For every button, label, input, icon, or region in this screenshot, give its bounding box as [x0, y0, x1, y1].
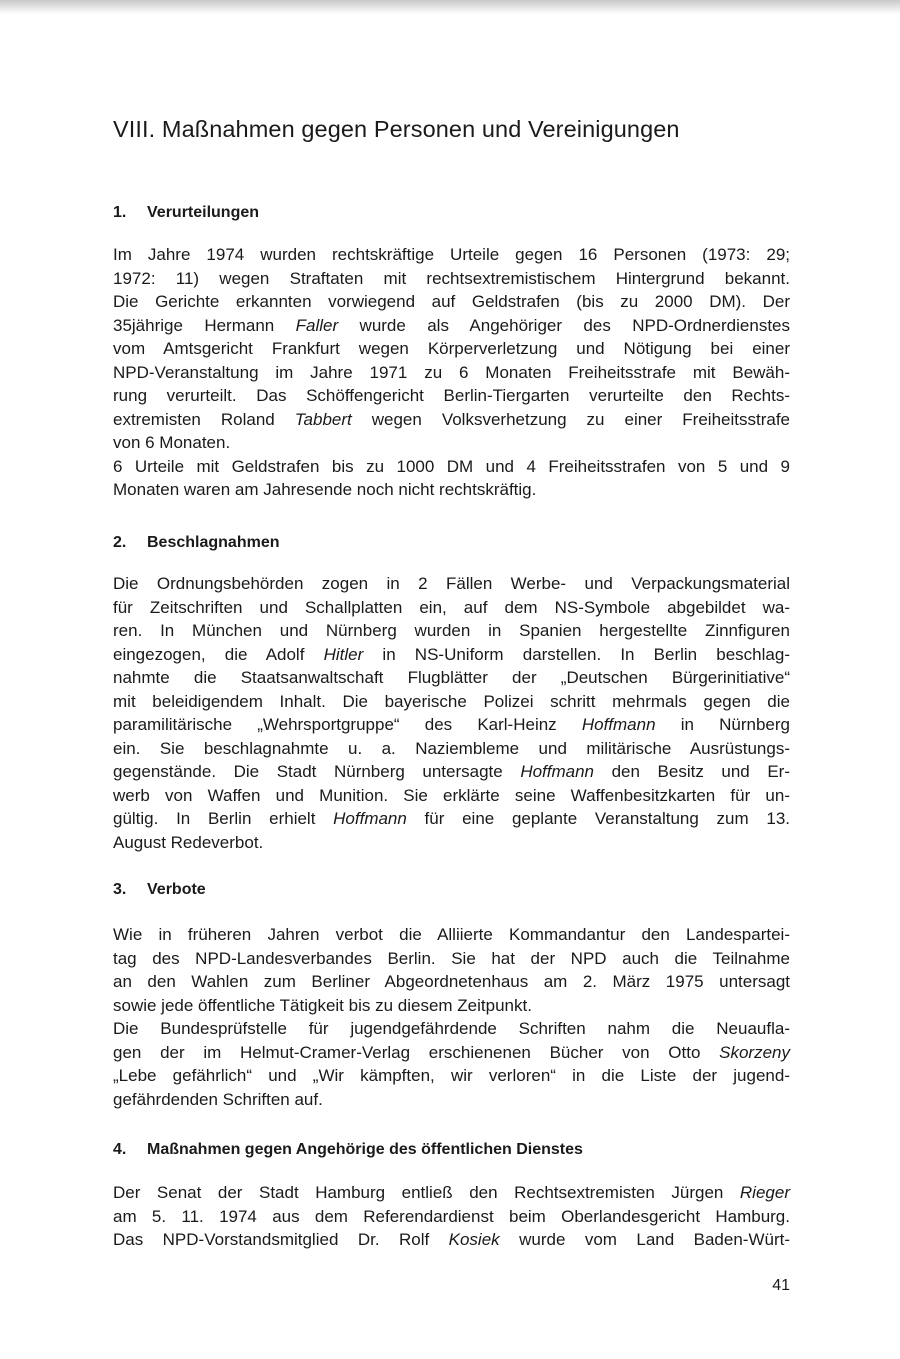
section-body-verurteilungen	[113, 243, 790, 502]
text-line: sowie jede öffentliche Tätigkeit bis zu diesem Zeitpunkt.	[113, 995, 532, 1015]
text-line: paramilitärische „Wehrsportgruppe“ des Karl-Heinz Hoffmann in Nürnberg	[113, 715, 790, 734]
section-title: Beschlagnahmen	[147, 534, 280, 551]
text-line: ren. In München und Nürnberg wurden in Spanien hergestellte Zinnfiguren	[113, 621, 790, 640]
section-body-beschlagnahmen	[113, 572, 790, 854]
text-line: rung verurteilt. Das Schöffengericht Berlin-Tiergarten verurteilte den Rechts-	[113, 386, 790, 405]
text-line: an den Wahlen zum Berliner Abgeordnetenhaus am 2. März 1975 untersagt	[113, 972, 790, 991]
text-line: Wie in früheren Jahren verbot die Alliierte Kommandantur den Landespartei-	[113, 925, 790, 944]
text-line: ein. Sie beschlagnahmte u. a. Naziembleme und militärische Ausrüstungs-	[113, 738, 790, 758]
text-line: von 6 Monaten.	[113, 433, 231, 452]
text-line: vom Amtsgericht Frankfurt wegen Körperverletzung und Nötigung bei einer	[113, 339, 790, 358]
text-line: Im Jahre 1974 wurden rechtskräftige Urteile gegen 16 Personen (1973: 29;	[113, 245, 790, 264]
section-heading-beschlagnahmen	[113, 534, 790, 552]
section-heading-verbote	[113, 881, 790, 899]
text-line: Der Senat der Stadt Hamburg entließ den Rechtsextremisten Jürgen Rieger	[113, 1183, 790, 1202]
section-body-oeffentlicher-dienst	[113, 1181, 790, 1252]
section-number: 3.	[113, 881, 127, 898]
text-line: August Redeverbot.	[113, 832, 264, 852]
text-line: 1972: 11) wegen Straftaten mit rechtsextremistischem Hintergrund bekannt.	[113, 268, 790, 288]
text-line: am 5. 11. 1974 aus dem Referendardienst beim Oberlandesgericht Hamburg.	[113, 1206, 790, 1226]
page-number: 41	[772, 1277, 790, 1294]
text-line: mit beleidigendem Inhalt. Die bayerische Polizei schritt mehrmals gegen die	[113, 691, 790, 711]
section-heading-verurteilungen	[113, 204, 790, 222]
text-line: 35jährige Hermann Faller wurde als Angehöriger des NPD-Ordnerdienstes	[113, 315, 790, 335]
text-line: für Zeitschriften und Schallplatten ein, auf dem NS-Symbole abgebildet wa-	[113, 597, 790, 617]
text-line: „Lebe gefährlich“ und „Wir kämpften, wir verloren“ in die Liste der jugend-	[113, 1066, 790, 1085]
section-number: 4.	[113, 1141, 127, 1158]
text-line: gefährdenden Schriften auf.	[113, 1089, 323, 1109]
text-line: extremisten Roland Tabbert wegen Volksverhetzung zu einer Freiheitsstrafe	[113, 409, 790, 429]
text-line: nahmte die Staatsanwaltschaft Flugblätter der „Deutschen Bürgerinitiative“	[113, 668, 790, 687]
text-line: Monaten waren am Jahresende noch nicht rechtskräftig.	[113, 480, 537, 499]
section-heading-oeffentlicher-dienst	[113, 1141, 790, 1159]
text-line: NPD-Veranstaltung im Jahre 1971 zu 6 Monaten Freiheitsstrafe mit Bewäh-	[113, 362, 790, 382]
section-title: Verurteilungen	[147, 204, 260, 221]
text-line: 6 Urteile mit Geldstrafen bis zu 1000 DM und 4 Freiheitsstrafen von 5 und 9	[113, 456, 790, 476]
section-title: Maßnahmen gegen Angehörige des öffentlichen Dienstes	[147, 1141, 583, 1158]
chapter-title: VIII. Maßnahmen gegen Personen und Vereinigungen	[113, 116, 680, 142]
page-top-shadow	[0, 0, 900, 14]
text-line: gegenstände. Die Stadt Nürnberg untersagte Hoffmann den Besitz und Er-	[113, 762, 790, 781]
section-title: Verbote	[147, 881, 206, 898]
text-line: gültig. In Berlin erhielt Hoffmann für eine geplante Veranstaltung zum 13.	[113, 809, 791, 828]
text-line: Die Gerichte erkannten vorwiegend auf Geldstrafen (bis zu 2000 DM). Der	[113, 292, 790, 311]
text-line: Die Ordnungsbehörden zogen in 2 Fällen Werbe- und Verpackungsmaterial	[113, 574, 790, 593]
text-line: Das NPD-Vorstandsmitglied Dr. Rolf Kosiek wurde vom Land Baden-Würt-	[113, 1230, 790, 1249]
section-number: 2.	[113, 534, 127, 551]
text-line: gen der im Helmut-Cramer-Verlag erschienenen Bücher von Otto Skorzeny	[113, 1042, 790, 1062]
text-line: Die Bundesprüfstelle für jugendgefährdende Schriften nahm die Neuaufla-	[113, 1019, 790, 1038]
section-body-verbote	[113, 923, 790, 1111]
section-number: 1.	[113, 204, 127, 221]
text-line: werb von Waffen und Munition. Sie erklärte seine Waffenbesitzkarten für un-	[113, 785, 790, 805]
text-line: eingezogen, die Adolf Hitler in NS-Uniform darstellen. In Berlin beschlag-	[113, 644, 790, 664]
text-line: tag des NPD-Landesverbandes Berlin. Sie hat der NPD auch die Teilnahme	[113, 948, 790, 968]
